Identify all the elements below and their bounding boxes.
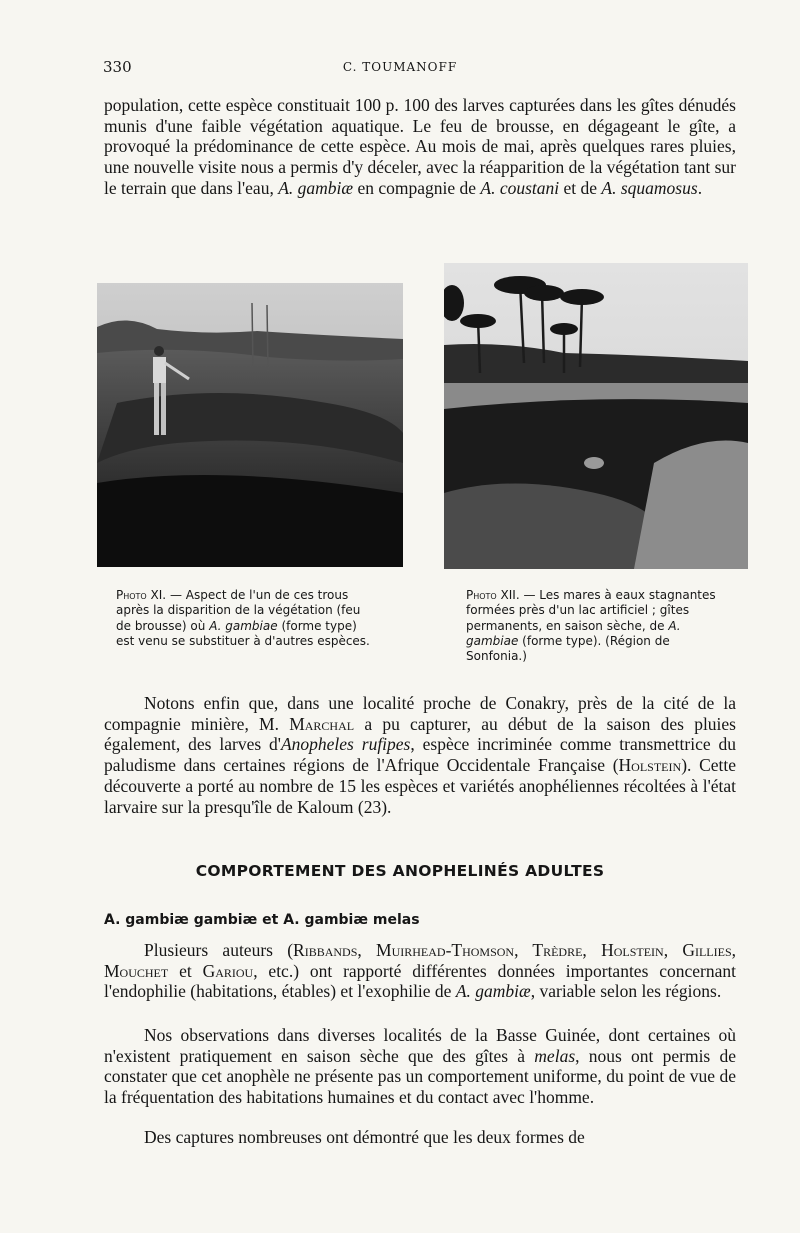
caption-photo-xi: Photo XI. — Aspect de l'un de ces trous après la disparition de la végétation (feu de brousse) où A. gambiae (forme type) est venu se substituer à d'autres espèces. bbox=[116, 588, 370, 648]
caption-label: Photo XII. bbox=[466, 588, 520, 602]
author-list: Ribbands, Muirhead-Thomson, Trèdre, Holstein, Gillies, Mouchet bbox=[104, 940, 736, 981]
species-name: Anopheles rufipes bbox=[280, 734, 411, 755]
paragraph-intro: population, cette espèce constituait 100 p. 100 des larves capturées dans les gîtes dénudés munis d'une faible végétation aquatique. Le feu de brousse, en dégageant le gîte, a provoqué la prédominance de cette espèce. Au mois de mai, après quelques rares pluies, une nouvelle visite nous a permis d'y déceler, avec la réapparition de la végétation tant sur le terrain que dans l'eau, A. gambiæ en compagnie de A. coustani et de A. squamosus. bbox=[104, 95, 736, 198]
paragraph-rufipes: Notons enfin que, dans une localité proche de Conakry, près de la cité de la compagnie minière, M. Marchal a pu capturer, au début de la saison des pluies également, des larves d'Anopheles rufipes, espèce incriminée comme transmettrice du paludisme dans certaines régions de l'Afrique Occidentale Française (Holstein). Cette découverte a porté au nombre de 15 les espèces et variétés anophéliennes récoltées à l'état larvaire sur la presqu'île de Kaloum (23). bbox=[104, 693, 737, 817]
photo-xi-image bbox=[97, 283, 403, 567]
photo-xi bbox=[97, 283, 403, 567]
author-name: Marchal bbox=[289, 713, 355, 734]
species-name: A. gambiæ bbox=[278, 177, 354, 198]
caption-label: Photo XI. bbox=[116, 588, 167, 602]
subheading: A. gambiæ gambiæ et A. gambiæ melas bbox=[104, 912, 420, 928]
species-name: A. gambiæ bbox=[455, 981, 531, 1002]
paragraph-captures: Des captures nombreuses ont démontré que les deux formes de bbox=[144, 1127, 585, 1147]
photo-xii bbox=[444, 263, 748, 569]
caption-photo-xii: Photo XII. — Les mares à eaux stagnantes formées près d'un lac artificiel ; gîtes permanents, en saison sèche, de A. gambiae (forme type). (Région de Sonfonia.) bbox=[466, 588, 716, 664]
species-name: A. gambiae bbox=[209, 618, 278, 633]
species-name: A. squamosus bbox=[601, 177, 698, 198]
paragraph-observations: Nos observations dans diverses localités de la Basse Guinée, dont certaines où n'existent pratiquement en saison sèche que des gîtes à melas, nous ont permis de constater que cet anophèle ne présente pas un comportement uniforme, du point de vue de la fréquentation des habitations humaines et du contact avec l'homme. bbox=[104, 1025, 736, 1108]
running-head: C. TOUMANOFF bbox=[342, 60, 458, 74]
photo-xii-image bbox=[444, 263, 748, 569]
paragraph-authors: Plusieurs auteurs (Ribbands, Muirhead-Thomson, Trèdre, Holstein, Gillies, Mouchet et Gariou, etc.) ont rapporté différentes données importantes concernant l'endophilie (habitations, étables) et l'exophilie de A. gambiæ, variable selon les régions. bbox=[104, 940, 736, 1002]
species-name: melas bbox=[534, 1045, 576, 1066]
page-number: 330 bbox=[103, 58, 132, 76]
author-name: Gariou bbox=[202, 960, 254, 981]
species-name: A. gambiae bbox=[466, 618, 681, 648]
author-name: Holstein bbox=[618, 755, 682, 776]
species-name: A. coustani bbox=[480, 177, 560, 198]
section-heading: COMPORTEMENT DES ANOPHELINÉS ADULTES bbox=[195, 862, 605, 880]
